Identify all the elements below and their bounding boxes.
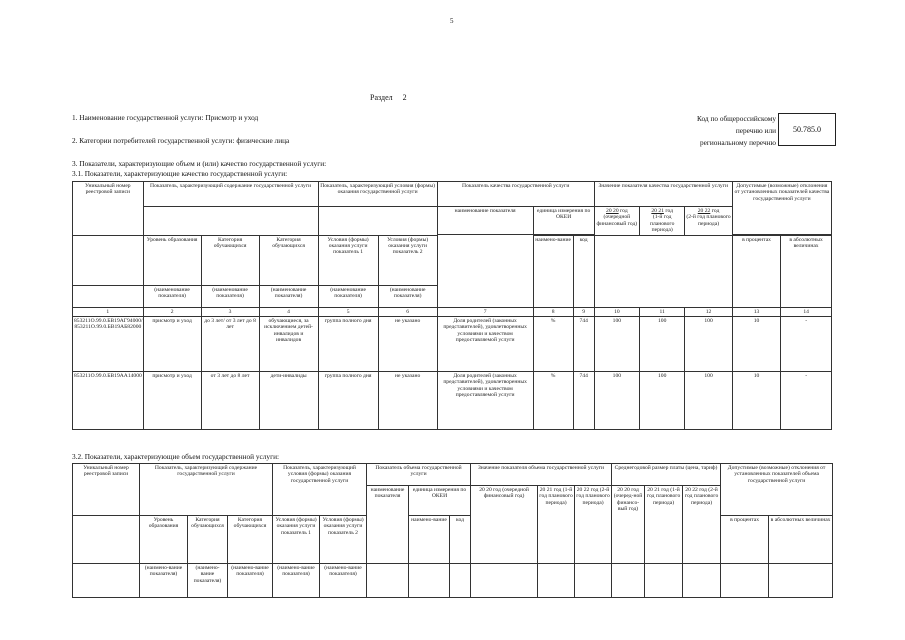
t1-numbers-row <box>73 307 832 316</box>
page-number: 5 <box>450 17 454 25</box>
t1-num: 10 <box>594 307 639 316</box>
t2-n3: (наимено-вание показателя) <box>228 564 273 598</box>
t1-n4: (наименование показателя) <box>318 285 378 307</box>
t1-h-unique: Уникальный номер реестровой записи <box>73 182 144 236</box>
t2-c-uname: наимено-вание <box>409 516 450 564</box>
t2-n2: (наимено-вание показателя) <box>188 564 228 598</box>
t1-num: 13 <box>732 307 780 316</box>
t1-r2-cond1: группа полного дня <box>318 372 378 430</box>
t2-empty <box>367 564 409 598</box>
t1-num: 1 <box>73 307 144 316</box>
service-name: 1. Наименование государственной услуги: Присмотр и уход <box>72 113 259 122</box>
section-label: Раздел <box>370 93 393 102</box>
t2-c-cond1: Условия (формы) оказания услуги показатель 1 <box>273 516 320 564</box>
t1-r1-abs: - <box>781 317 832 372</box>
code-value: 50.785.0 <box>778 113 836 146</box>
volume-heading: 3.2. Показатели, характеризующие объем государственной услуги: <box>72 452 280 461</box>
t1-r2-v2: 100 <box>640 372 685 430</box>
t2-c-cat2: Категория обучающихся <box>228 516 273 564</box>
t2-empty <box>575 564 612 598</box>
t1-num: 14 <box>781 307 832 316</box>
t1-h-content: Показатель, характеризующий содержание государственной услуги <box>143 182 318 207</box>
t2-a2: 20 21 год (1-й год планового периода) <box>538 486 575 564</box>
code-label <box>660 113 776 149</box>
t2-b3: 20 22 год (2-й год планового периода) <box>683 486 721 564</box>
t1-n3: (наименование показателя) <box>259 285 318 307</box>
t2-n4: (наимено-вание показателя) <box>273 564 320 598</box>
t1-r2-content2: от 3 лет до 8 лет <box>201 372 259 430</box>
t2-empty <box>645 564 683 598</box>
t2-unique-empty <box>73 516 140 564</box>
t2-empty <box>612 564 645 598</box>
t1-num: 8 <box>533 307 573 316</box>
t1-c-level: Уровень образования <box>143 235 201 285</box>
t1-r1-unit: % <box>533 317 573 372</box>
t1-h-year2: 20 21 год (1-й год планового периода) <box>640 207 685 236</box>
t1-num: 6 <box>378 307 437 316</box>
t2-c-cat: Категория обучающихся <box>188 516 228 564</box>
t1-r1-content2: до 3 лет/ от 3 лет до 8 лет <box>201 317 259 372</box>
t1-r1-content1: присмотр и уход <box>143 317 201 372</box>
t1-h-year3: 20 22 год (2-й год планового периода) <box>685 207 732 236</box>
t1-h-quality: Показатель качества государственной услуги <box>437 182 594 207</box>
volume-table <box>72 463 833 598</box>
t2-h-fee: Среднегодовой размер платы (цена, тариф) <box>612 464 721 486</box>
t2-h-vol: Показатель объема государственной услуги <box>367 464 471 486</box>
t2-h-val: Значение показателя объема государственной услуги <box>471 464 612 486</box>
t1-r2-content3: дети-инвалиды <box>259 372 318 430</box>
t2-a3: 20 22 год (2-й год планового периода) <box>575 486 612 564</box>
t1-c-pct: в процентах <box>732 235 780 307</box>
t1-c-ucode: код <box>573 235 594 307</box>
t1-r2-id: 853211О.99.0.БВ19АА14000 <box>73 372 144 430</box>
t2-empty <box>721 564 769 598</box>
t1-r1-v1: 100 <box>594 317 639 372</box>
t1-qname-empty <box>437 235 533 307</box>
t2-c-ucode: код <box>450 516 471 564</box>
t1-r1-pct: 10 <box>732 317 780 372</box>
t1-r2-content1: присмотр и уход <box>143 372 201 430</box>
t1-r1-indicator: Доля родителей (законных представителей), удовлетворенных условиями и качеством предоставляемой услуги <box>437 317 533 372</box>
table-row <box>73 317 832 372</box>
t1-r1-cond2: не указано <box>378 317 437 372</box>
t1-h-content-empty <box>143 207 318 236</box>
t1-n5: (наименование показателя) <box>378 285 437 307</box>
t1-r2-cond2: не указано <box>378 372 437 430</box>
indicators-heading: 3. Показатели, характеризующие объем и (или) качество государственной услуги: <box>72 159 327 168</box>
t2-b2: 20 21 год (1-й год планового периода) <box>645 486 683 564</box>
t2-empty <box>409 564 450 598</box>
t1-n2: (наименование показателя) <box>201 285 259 307</box>
t2-h-cond: Показатель, характеризующий условия (формы) оказания государственной услуги <box>273 464 367 516</box>
t1-r1-v2: 100 <box>640 317 685 372</box>
t1-c-cond2: Условия (формы) оказания услуги показатель 2 <box>378 235 437 285</box>
section-number: 2 <box>402 93 407 102</box>
t2-h-unit: единица измерения по ОКЕИ <box>409 486 471 516</box>
t2-empty <box>471 564 538 598</box>
t1-h-cond-empty <box>318 207 437 236</box>
t1-h-year1: 20 20 год (очередной финансовый год) <box>594 207 639 236</box>
t1-h-cond: Показатель, характеризующий условия (формы) оказания государственной услуги <box>318 182 437 207</box>
t1-r1-code: 744 <box>573 317 594 372</box>
quality-heading: 3.1. Показатели, характеризующие качество государственной услуги: <box>72 169 288 178</box>
t1-num: 7 <box>437 307 533 316</box>
t2-empty <box>450 564 471 598</box>
t1-unique-empty2 <box>73 285 144 307</box>
t1-c-uname: наимено-вание <box>533 235 573 307</box>
t2-h-content: Показатель, характеризующий содержание государственной услуги <box>140 464 273 516</box>
t2-h-dev: Допустимые (возможные) отклонения от установленных показателей объема государственной услуги <box>721 464 833 516</box>
consumer-category: 2. Категории потребителей государственной услуги: физические лица <box>72 136 290 145</box>
t2-empty <box>769 564 833 598</box>
t2-h-vname: наименование показателя <box>367 486 409 564</box>
t1-c-cond1: Условия (формы) оказания услуги показатель 1 <box>318 235 378 285</box>
t2-unique-empty2 <box>73 564 140 598</box>
quality-table <box>72 181 832 430</box>
t1-r1-v3: 100 <box>685 317 732 372</box>
t2-n5: (наимено-вание показателя) <box>320 564 367 598</box>
t1-r2-abs: - <box>781 372 832 430</box>
section-title <box>370 93 407 102</box>
t1-num: 5 <box>318 307 378 316</box>
t1-num: 12 <box>685 307 732 316</box>
t1-r1-cond1: группа полного дня <box>318 317 378 372</box>
t2-h-unique: Уникальный номер реестровой записи <box>73 464 140 516</box>
t1-years-empty <box>594 235 732 307</box>
t1-num: 11 <box>640 307 685 316</box>
code-label-1: Код по общероссийскому <box>696 114 776 123</box>
code-label-3: региональному перечню <box>700 138 776 147</box>
t1-num: 2 <box>143 307 201 316</box>
t1-h-unit: единица измерения по ОКЕИ <box>533 207 594 235</box>
t2-b1: 20 20 год (очеред-ной финансо-вый год) <box>612 486 645 564</box>
t1-c-cat2: Категория обучающихся <box>259 235 318 285</box>
t2-empty <box>683 564 721 598</box>
t2-c-level: Уровень образования <box>140 516 188 564</box>
t1-unique-empty <box>73 235 144 285</box>
t1-r2-code: 744 <box>573 372 594 430</box>
t1-r2-unit: % <box>533 372 573 430</box>
t1-c-cat: Категория обучающихся <box>201 235 259 285</box>
t2-c-abs: в абсолютных величинах <box>769 516 833 564</box>
t2-a1: 20 20 год (очередной финансовый год) <box>471 486 538 564</box>
t1-num: 3 <box>201 307 259 316</box>
t1-num: 4 <box>259 307 318 316</box>
t1-h-dev: Допустимые (возможные) отклонения от установленных показателей качества государственной услуги <box>732 182 831 235</box>
t1-h-qname: наименование показателя <box>437 207 533 235</box>
t1-r1-id: 853211О.99.0.БВ19АГ94000/ 853211О.99.0.БВ19АБ82000 <box>73 317 144 372</box>
t1-num: 9 <box>573 307 594 316</box>
t1-r2-v3: 100 <box>685 372 732 430</box>
t2-c-pct: в процентах <box>721 516 769 564</box>
t2-c-cond2: Условия (формы) оказания услуги показатель 2 <box>320 516 367 564</box>
t2-n1: (наимено-вание показателя) <box>140 564 188 598</box>
code-label-2: перечню или <box>735 126 776 135</box>
t1-r2-pct: 10 <box>732 372 780 430</box>
t1-r2-indicator: Доля родителей (законных представителей), удовлетворенных условиями и качеством предоставляемой услуги <box>437 372 533 430</box>
t1-h-value: Значение показателя качества государственной услуги <box>594 182 732 207</box>
t1-r2-v1: 100 <box>594 372 639 430</box>
table-row <box>73 372 832 430</box>
t1-c-abs: в абсолютных величинах <box>781 235 832 307</box>
t1-n1: (наименование показателя) <box>143 285 201 307</box>
t1-r1-content3: обучающиеся, за исключением детей-инвалидов и инвалидов <box>259 317 318 372</box>
t2-empty <box>538 564 575 598</box>
